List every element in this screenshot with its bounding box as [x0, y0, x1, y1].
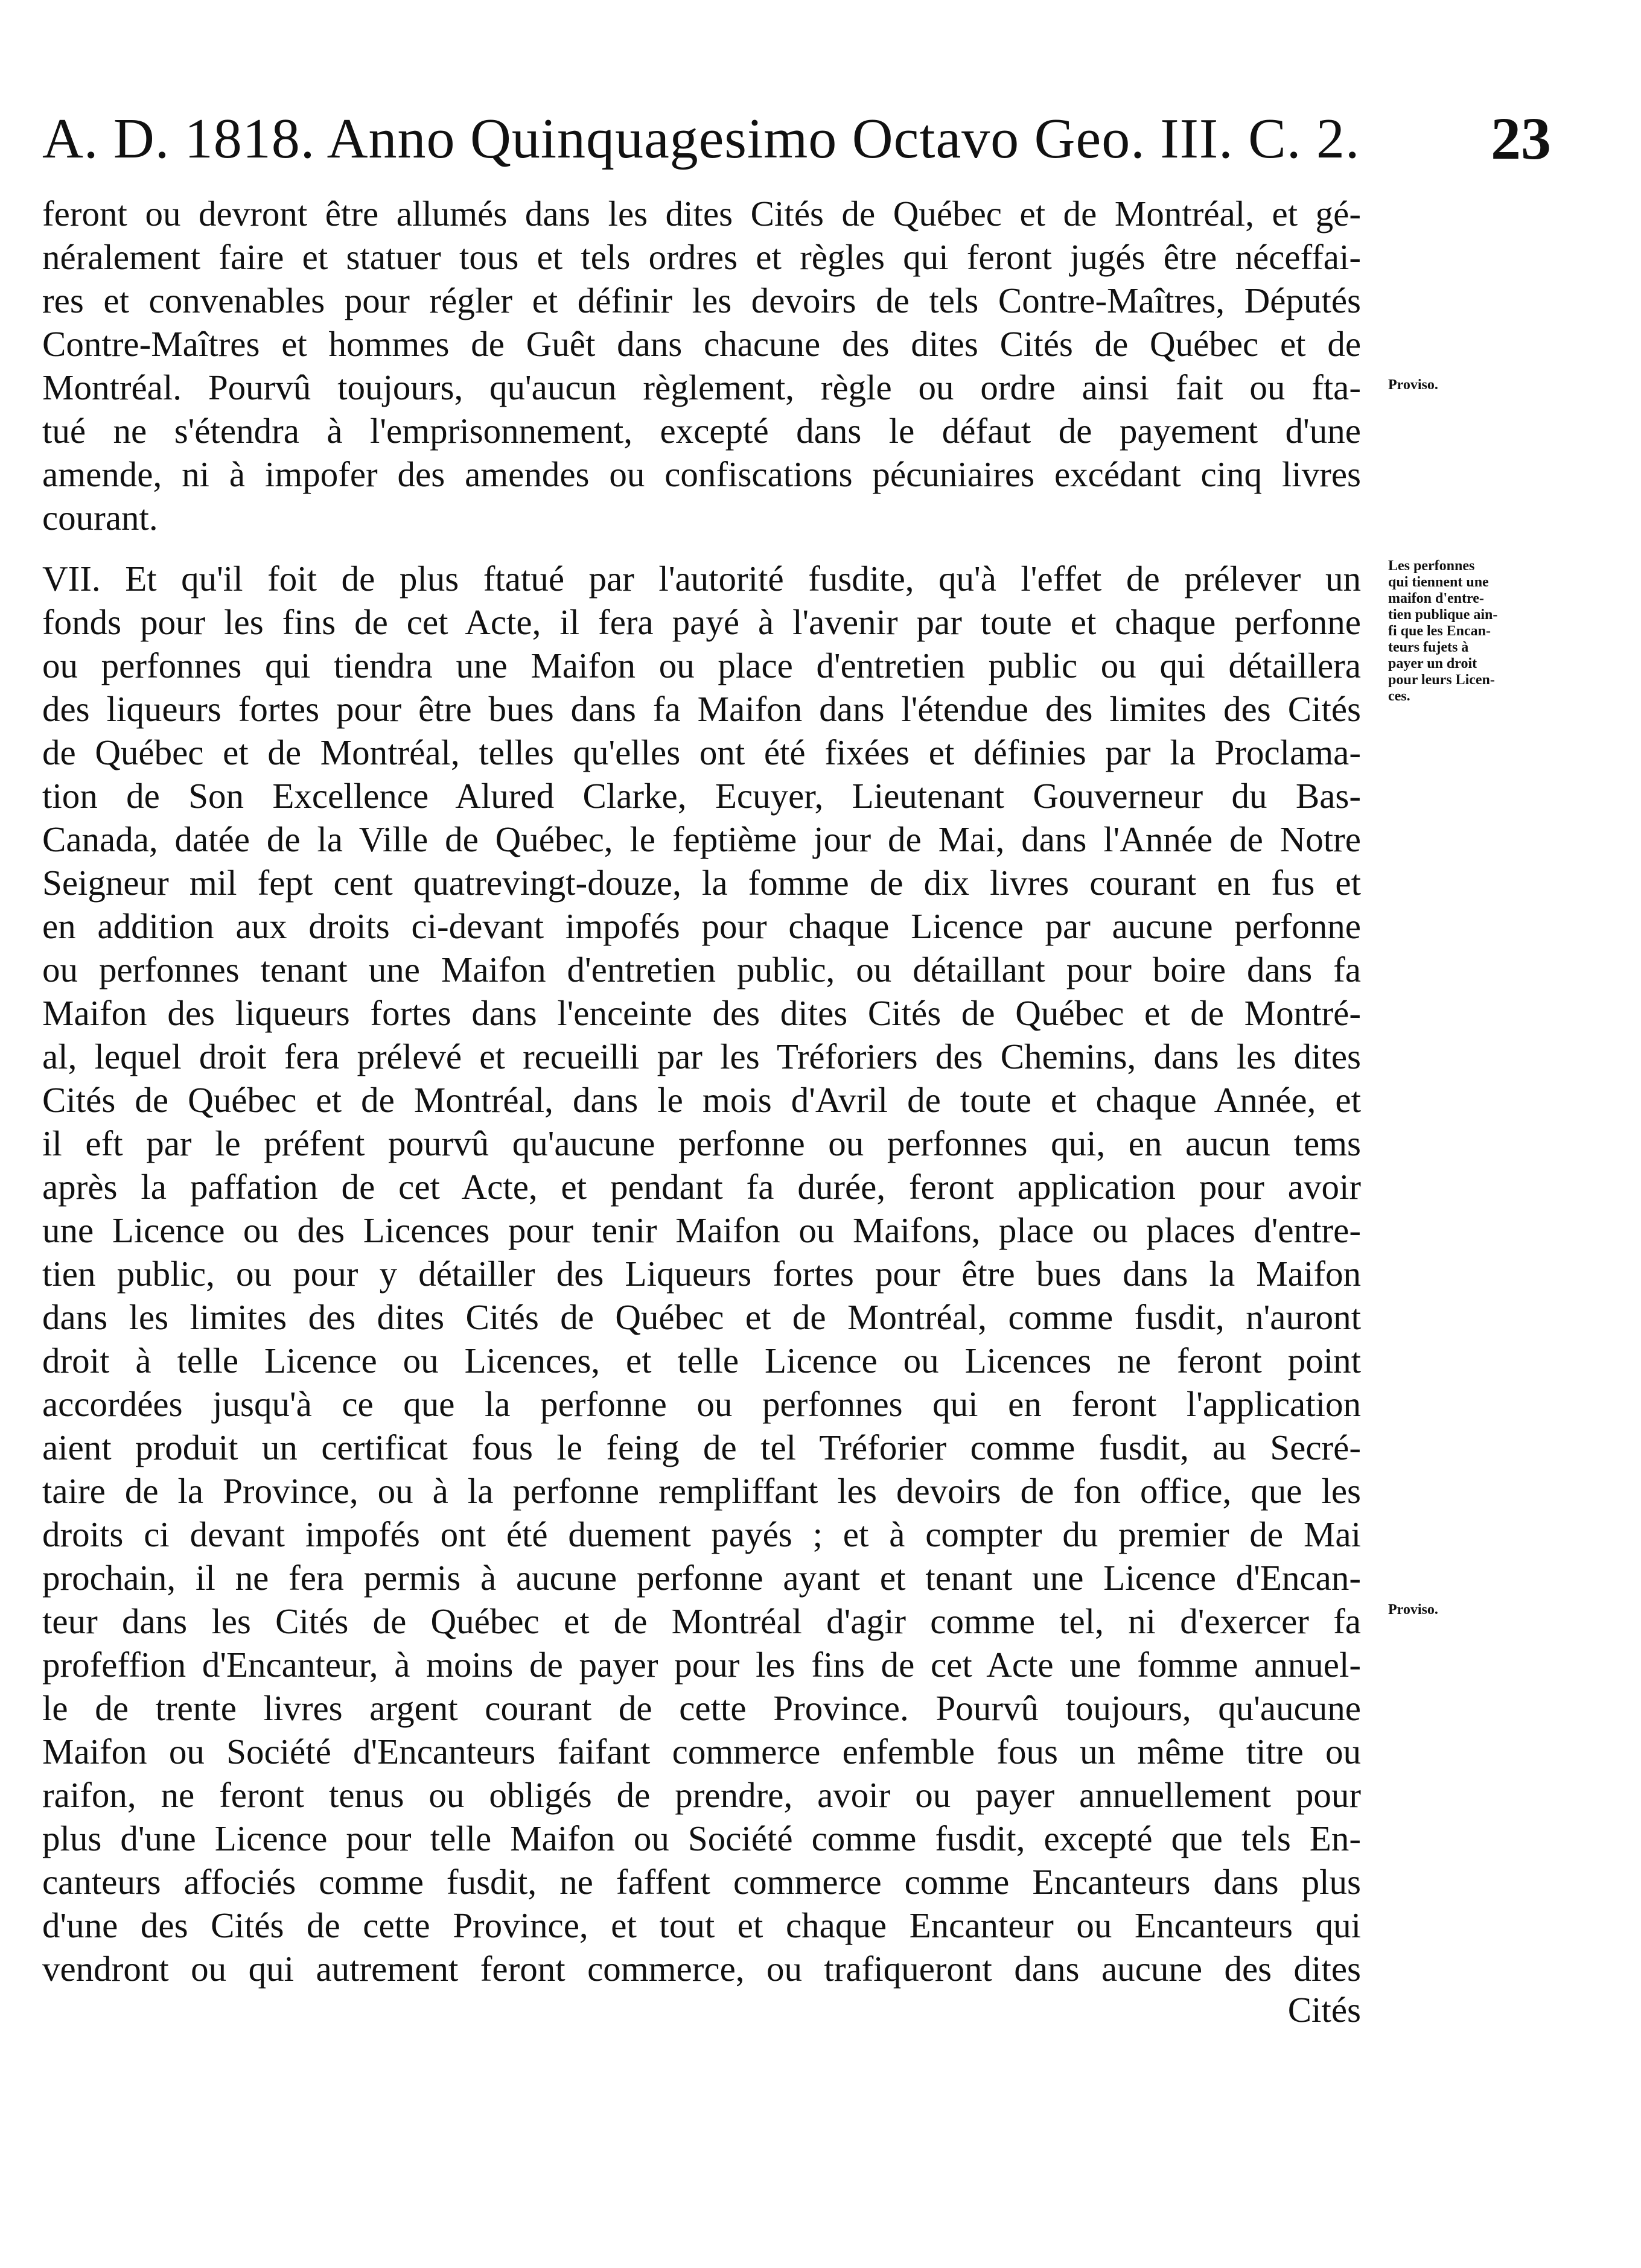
margin-note-line: pour leurs Licen-	[1388, 672, 1495, 688]
text-line: prochain, il ne fera permis à aucune perfonne ayant et tenant une Licence d'Encan-	[42, 1558, 1361, 1598]
text-line: néralement faire et statuer tous et tels ordres et règles qui feront jugés être néceffai-	[42, 237, 1361, 277]
text-line: d'une des Cités de cette Province, et tout et chaque Encanteur ou Encanteurs qui	[42, 1905, 1361, 1945]
margin-note-line: payer un droit	[1388, 656, 1477, 672]
text-line: aient produit un certificat fous le feing de tel Tréforier comme fusdit, au Secré-	[42, 1428, 1361, 1467]
margin-note-proviso-1	[1388, 377, 1569, 393]
catchword: Cités	[1287, 1990, 1361, 2030]
text-line: en addition aux droits ci-devant impofés pour chaque Licence par aucune perfonne	[42, 906, 1361, 946]
margin-note-line: qui tiennent une	[1388, 574, 1489, 590]
page-number: 23	[1491, 105, 1551, 172]
text-line: droit à telle Licence ou Licences, et telle Licence ou Licences ne feront point	[42, 1341, 1361, 1380]
text-line: tion de Son Excellence Alured Clarke, Ecuyer, Lieutenant Gouverneur du Bas-	[42, 776, 1361, 816]
margin-note-line: teurs fujets à	[1388, 640, 1469, 655]
text-line: Contre-Maîtres et hommes de Guêt dans chacune des dites Cités de Québec et de	[42, 324, 1361, 364]
text-line: courant.	[42, 498, 158, 538]
text-line: plus d'une Licence pour telle Maifon ou Société comme fusdit, excepté que tels En-	[42, 1819, 1361, 1858]
text-line: fonds pour les fins de cet Acte, il fera payé à l'avenir par toute et chaque perfonne	[42, 602, 1361, 642]
text-line: Seigneur mil fept cent quatrevingt-douze, la fomme de dix livres courant en fus et	[42, 863, 1361, 903]
text-line: tué ne s'étendra à l'emprisonnement, excepté dans le défaut de payement d'une	[42, 411, 1361, 451]
margin-note-line: tien publique ain-	[1388, 607, 1498, 623]
text-line: Montréal. Pourvû toujours, qu'aucun règlement, règle ou ordre ainsi fait ou fta-	[42, 367, 1361, 407]
text-line: al, lequel droit fera prélevé et recueilli par les Tréforiers des Chemins, dans les dites	[42, 1037, 1361, 1076]
text-line: Canada, datée de la Ville de Québec, le feptième jour de Mai, dans l'Année de Notre	[42, 819, 1361, 859]
running-head	[42, 103, 1551, 187]
text-line: tien public, ou pour y détailler des Liqueurs fortes pour être bues dans la Maifon	[42, 1254, 1361, 1294]
text-line: accordées jusqu'à ce que la perfonne ou perfonnes qui en feront l'application	[42, 1384, 1361, 1424]
text-line: amende, ni à impofer des amendes ou confiscations pécuniaires excédant cinq livres	[42, 454, 1361, 494]
text-line: res et convenables pour régler et définir les devoirs de tels Contre-Maîtres, Députés	[42, 281, 1361, 320]
text-line: Cités de Québec et de Montréal, dans le mois d'Avril de toute et chaque Année, et	[42, 1080, 1361, 1120]
text-line: des liqueurs fortes pour être bues dans fa Maifon dans l'étendue des limites des Cités	[42, 689, 1361, 729]
text-line: Maifon des liqueurs fortes dans l'enceinte des dites Cités de Québec et de Montré-	[42, 993, 1361, 1033]
text-line: une Licence ou des Licences pour tenir Maifon ou Maifons, place ou places d'entre-	[42, 1210, 1361, 1250]
text-line: feront ou devront être allumés dans les dites Cités de Québec et de Montréal, et gé-	[42, 194, 1361, 233]
margin-note-proviso-1-text: Proviso.	[1388, 377, 1438, 393]
text-line: le de trente livres argent courant de cette Province. Pourvû toujours, qu'aucune	[42, 1688, 1361, 1728]
text-line: Maifon ou Société d'Encanteurs faifant commerce enfemble fous un même titre ou	[42, 1732, 1361, 1771]
text-line: ou perfonnes qui tiendra une Maifon ou place d'entretien public ou qui détaillera	[42, 646, 1361, 685]
text-line: profeffion d'Encanteur, à moins de payer pour les fins de cet Acte une fomme annuel-	[42, 1645, 1361, 1685]
text-line: dans les limites des dites Cités de Québec et de Montréal, comme fusdit, n'auront	[42, 1297, 1361, 1337]
running-head-title: A. D. 1818. Anno Quinquagesimo Octavo Geo. III. C. 2.	[42, 107, 1360, 170]
text-line: droits ci devant impofés ont été duement payés ; et à compter du premier de Mai	[42, 1514, 1361, 1554]
margin-note-licence-duty	[1388, 558, 1569, 705]
margin-note-proviso-2-text: Proviso.	[1388, 1602, 1438, 1618]
text-line: taire de la Province, ou à la perfonne rempliffant les devoirs de fon office, que les	[42, 1471, 1361, 1511]
margin-note-proviso-2	[1388, 1602, 1569, 1618]
text-line: vendront ou qui autrement feront commerce, ou trafiqueront dans aucune des dites	[42, 1949, 1361, 1989]
text-line: teur dans les Cités de Québec et de Montréal d'agir comme tel, ni d'exercer fa	[42, 1601, 1361, 1641]
margin-note-line: Les perfonnes	[1388, 558, 1475, 574]
margin-note-line: maifon d'entre-	[1388, 591, 1484, 606]
paragraph-section-vii	[42, 557, 1361, 1990]
text-line: raifon, ne feront tenus ou obligés de prendre, avoir ou payer annuellement pour	[42, 1775, 1361, 1815]
text-line: VII. Et qu'il foit de plus ftatué par l'autorité fusdite, qu'à l'effet de prélever un	[42, 559, 1361, 599]
catchword-block	[42, 1988, 1361, 2031]
text-line: après la paffation de cet Acte, et pendant fa durée, feront application pour avoir	[42, 1167, 1361, 1207]
text-line: il eft par le préfent pourvû qu'aucune perfonne ou perfonnes qui, en aucun tems	[42, 1123, 1361, 1163]
text-line: ou perfonnes tenant une Maifon d'entretien public, ou détaillant pour boire dans fa	[42, 950, 1361, 989]
paragraph-continuation	[42, 192, 1361, 539]
margin-note-line: fi que les Encan-	[1388, 623, 1491, 639]
margin-note-line: ces.	[1388, 688, 1410, 704]
text-line: de Québec et de Montréal, telles qu'elles ont été fixées et définies par la Proclama-	[42, 732, 1361, 772]
text-line: canteurs affociés comme fusdit, ne faffent commerce comme Encanteurs dans plus	[42, 1862, 1361, 1902]
